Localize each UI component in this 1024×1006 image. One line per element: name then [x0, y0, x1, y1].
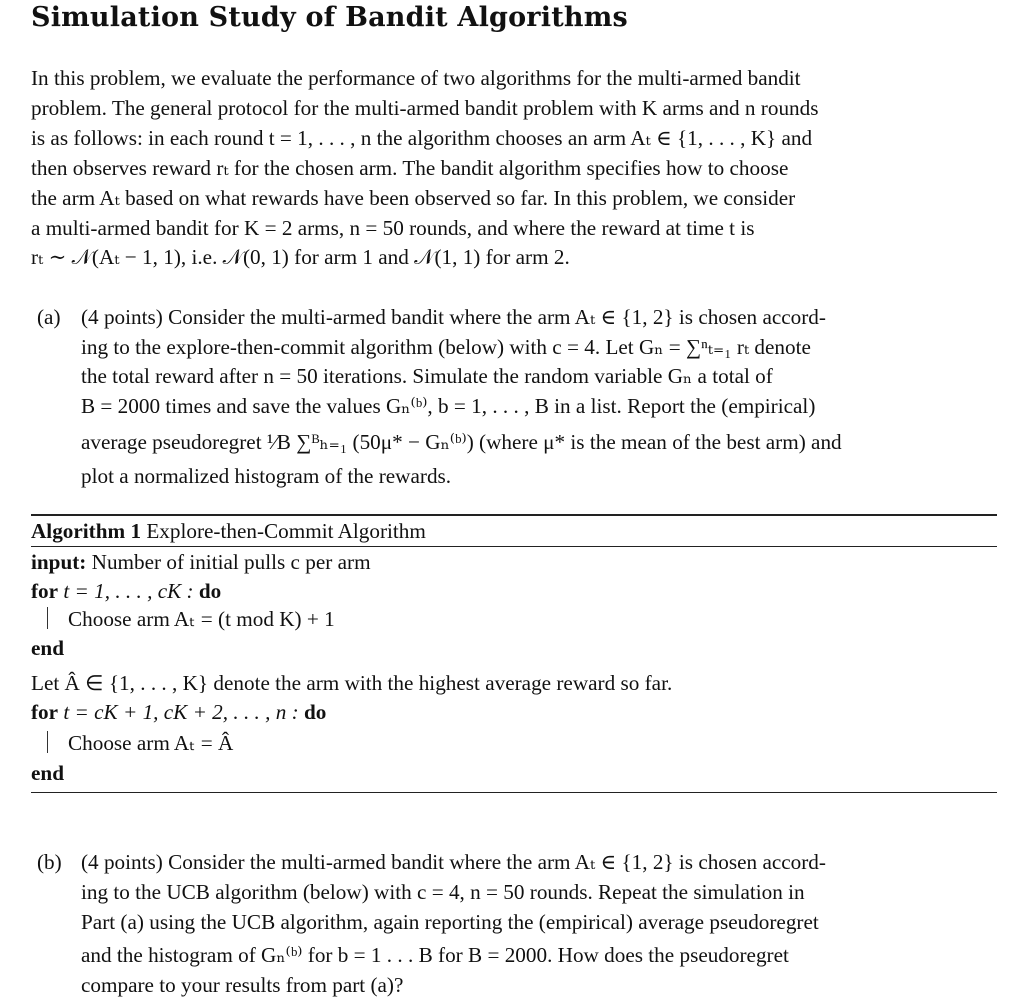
algorithm-for-1 — [31, 581, 221, 602]
part-a-label: (a) — [37, 305, 61, 329]
algorithm-for-2 — [31, 702, 326, 723]
part-b-line: Part (a) using the UCB algorithm, again reporting the (empirical) average pseudoregret — [81, 910, 819, 934]
intro-line: is as follows: in each round t = 1, . . . , n the algorithm chooses an arm Aₜ ∈ {1, . . . , K} and — [31, 126, 813, 150]
input-text: Number of initial pulls c per arm — [91, 550, 371, 574]
part-a-line: plot a normalized histogram of the rewards. — [81, 464, 452, 488]
algorithm-let-line: Let Â ∈ {1, . . . , K} denote the arm with the highest average reward so far. — [31, 671, 673, 695]
part-b-line: compare to your results from part (a)? — [81, 973, 404, 997]
intro-line: then observes reward rₜ for the chosen arm. The bandit algorithm specifies how to choose — [31, 156, 789, 180]
part-a-line: B = 2000 times and save the values Gₙ⁽ᵇ⁾, b = 1, . . . , B in a list. Report the (empirical) — [81, 394, 816, 418]
algorithm-body-2: Choose arm Aₜ = Â — [68, 731, 234, 755]
algorithm-body-1: Choose arm Aₜ = (t mod K) + 1 — [68, 607, 335, 631]
part-b-line: ing to the UCB algorithm (below) with c = 4, n = 50 rounds. Repeat the simulation in — [81, 880, 805, 904]
do-keyword: do — [198, 579, 222, 603]
algorithm-input-line — [31, 552, 371, 573]
for-keyword: for — [31, 579, 59, 603]
block-bar — [47, 607, 48, 629]
algorithm-bottom-rule — [31, 792, 997, 793]
part-b-line: (4 points) Consider the multi-armed bandit where the arm Aₜ ∈ {1, 2} is chosen accord- — [81, 850, 826, 874]
intro-line: the arm Aₜ based on what rewards have been observed so far. In this problem, we consider — [31, 186, 796, 210]
block-bar — [47, 731, 48, 753]
intro-line: problem. The general protocol for the multi-armed bandit problem with K arms and n rounds — [31, 96, 819, 120]
input-keyword: input: — [31, 550, 87, 574]
intro-line: rₜ ∼ 𝒩(Aₜ − 1, 1), i.e. 𝒩(0, 1) for arm 1 and 𝒩(1, 1) for arm 2. — [31, 245, 570, 269]
algorithm-caption-bold: Algorithm 1 — [31, 519, 142, 543]
page-title: Simulation Study of Bandit Algorithms — [31, 2, 628, 33]
part-a-line: ing to the explore-then-commit algorithm (below) with c = 4. Let Gₙ = ∑ⁿₜ₌₁ rₜ denote — [81, 335, 811, 359]
do-keyword: do — [304, 700, 327, 724]
end-keyword: end — [31, 636, 64, 660]
algorithm-caption-rule — [31, 546, 997, 547]
intro-line: In this problem, we evaluate the performance of two algorithms for the multi-armed bandit — [31, 66, 801, 90]
part-b-line: and the histogram of Gₙ⁽ᵇ⁾ for b = 1 . . . B for B = 2000. How does the pseudoregret — [81, 943, 789, 967]
intro-line: a multi-armed bandit for K = 2 arms, n = 50 rounds, and where the reward at time t is — [31, 216, 755, 240]
for-range: t = 1, . . . , cK : — [63, 579, 194, 603]
end-keyword: end — [31, 761, 64, 785]
algorithm-caption-text: Explore-then-Commit Algorithm — [146, 519, 426, 543]
algorithm-caption — [31, 521, 426, 542]
algorithm-top-rule — [31, 514, 997, 516]
for-keyword: for — [31, 700, 59, 724]
part-a-line: (4 points) Consider the multi-armed bandit where the arm Aₜ ∈ {1, 2} is chosen accord- — [81, 305, 826, 329]
part-a-line: average pseudoregret ¹⁄B ∑ᴮₕ₌₁ (50μ* − Gₙ⁽ᵇ⁾) (where μ* is the mean of the best arm) and — [81, 430, 842, 454]
part-b-label: (b) — [37, 850, 62, 874]
part-a-line: the total reward after n = 50 iterations. Simulate the random variable Gₙ a total of — [81, 364, 773, 388]
for-range: t = cK + 1, cK + 2, . . . , n : — [63, 700, 299, 724]
